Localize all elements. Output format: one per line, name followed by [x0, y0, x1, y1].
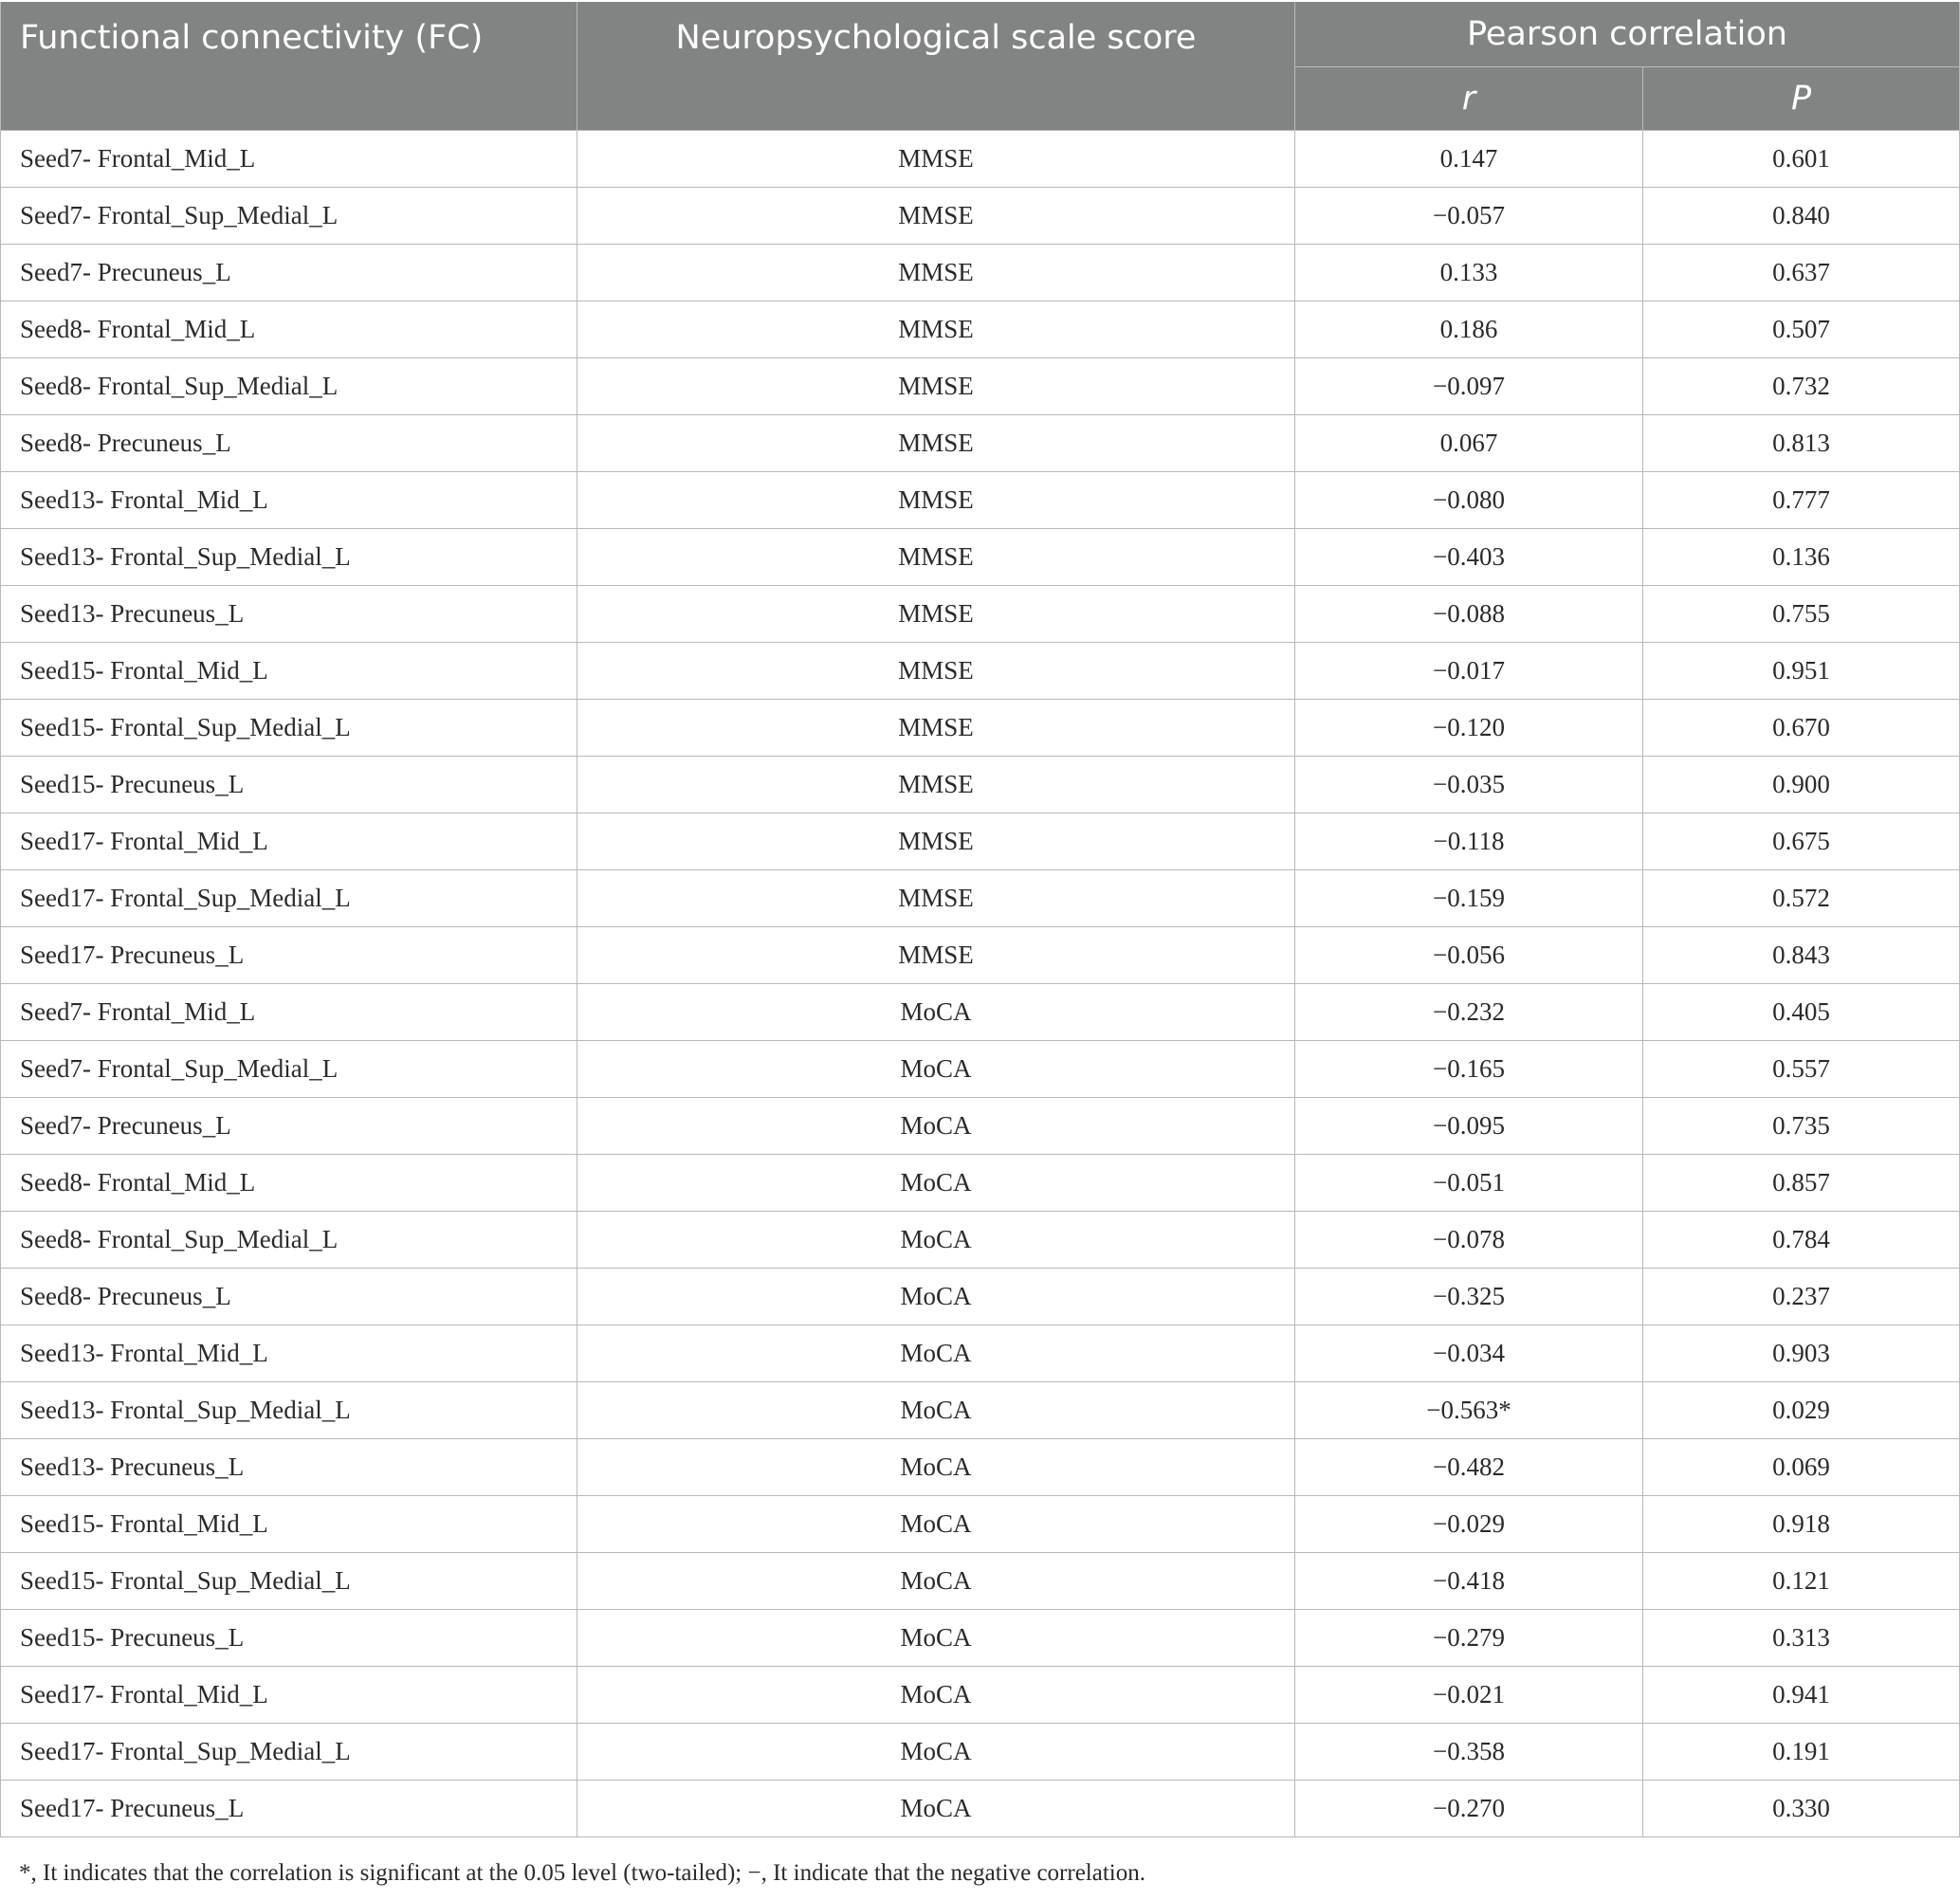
p-cell: 0.313	[1643, 1610, 1960, 1667]
p-cell: 0.813	[1643, 415, 1960, 472]
table-body	[1, 131, 1960, 1837]
header-pearson-correlation: Pearson correlation	[1295, 2, 1960, 67]
table-row	[1, 245, 1960, 301]
table-row	[1, 1439, 1960, 1496]
p-cell: 0.784	[1643, 1212, 1960, 1269]
p-cell: 0.857	[1643, 1155, 1960, 1212]
table-row	[1, 1496, 1960, 1553]
p-cell: 0.191	[1643, 1724, 1960, 1781]
r-cell: −0.418	[1295, 1553, 1643, 1610]
scale-cell: MMSE	[577, 472, 1295, 529]
p-cell: 0.637	[1643, 245, 1960, 301]
r-cell: −0.056	[1295, 927, 1643, 984]
p-cell: 0.843	[1643, 927, 1960, 984]
r-cell: −0.120	[1295, 700, 1643, 757]
r-cell: −0.358	[1295, 1724, 1643, 1781]
r-cell: −0.088	[1295, 586, 1643, 643]
correlation-table	[0, 2, 1960, 1837]
fc-cell: Seed8- Frontal_Mid_L	[1, 1155, 577, 1212]
r-cell: −0.051	[1295, 1155, 1643, 1212]
table-row	[1, 358, 1960, 415]
r-cell: −0.279	[1295, 1610, 1643, 1667]
r-cell: −0.325	[1295, 1269, 1643, 1325]
table-row	[1, 415, 1960, 472]
scale-cell: MMSE	[577, 415, 1295, 472]
scale-cell: MMSE	[577, 813, 1295, 870]
r-cell: 0.133	[1295, 245, 1643, 301]
fc-cell: Seed15- Frontal_Sup_Medial_L	[1, 700, 577, 757]
fc-cell: Seed7- Precuneus_L	[1, 1098, 577, 1155]
r-cell: −0.021	[1295, 1667, 1643, 1724]
p-cell: 0.900	[1643, 757, 1960, 813]
table-row	[1, 1098, 1960, 1155]
scale-cell: MoCA	[577, 984, 1295, 1041]
table-row	[1, 586, 1960, 643]
header-functional-connectivity: Functional connectivity (FC)	[1, 2, 577, 131]
scale-cell: MoCA	[577, 1553, 1295, 1610]
fc-cell: Seed7- Frontal_Sup_Medial_L	[1, 188, 577, 245]
scale-cell: MoCA	[577, 1724, 1295, 1781]
table-row	[1, 1382, 1960, 1439]
scale-cell: MoCA	[577, 1212, 1295, 1269]
scale-cell: MMSE	[577, 927, 1295, 984]
fc-cell: Seed15- Frontal_Sup_Medial_L	[1, 1553, 577, 1610]
p-cell: 0.029	[1643, 1382, 1960, 1439]
scale-cell: MoCA	[577, 1098, 1295, 1155]
p-cell: 0.675	[1643, 813, 1960, 870]
scale-cell: MoCA	[577, 1041, 1295, 1098]
r-cell: −0.057	[1295, 188, 1643, 245]
table-row	[1, 472, 1960, 529]
p-cell: 0.507	[1643, 301, 1960, 358]
table-row	[1, 1610, 1960, 1667]
p-cell: 0.237	[1643, 1269, 1960, 1325]
table-row	[1, 131, 1960, 188]
fc-cell: Seed7- Frontal_Mid_L	[1, 131, 577, 188]
r-cell: −0.017	[1295, 643, 1643, 700]
table-row	[1, 700, 1960, 757]
fc-cell: Seed7- Frontal_Sup_Medial_L	[1, 1041, 577, 1098]
r-cell: −0.270	[1295, 1781, 1643, 1837]
scale-cell: MoCA	[577, 1667, 1295, 1724]
r-cell: −0.403	[1295, 529, 1643, 586]
table-row	[1, 1041, 1960, 1098]
fc-cell: Seed13- Frontal_Mid_L	[1, 472, 577, 529]
table-row	[1, 984, 1960, 1041]
table-row	[1, 870, 1960, 927]
scale-cell: MMSE	[577, 301, 1295, 358]
scale-cell: MMSE	[577, 643, 1295, 700]
p-cell: 0.330	[1643, 1781, 1960, 1837]
r-cell: −0.034	[1295, 1325, 1643, 1382]
p-cell: 0.572	[1643, 870, 1960, 927]
table-header	[1, 2, 1960, 131]
r-cell: −0.095	[1295, 1098, 1643, 1155]
r-cell: −0.080	[1295, 472, 1643, 529]
scale-cell: MMSE	[577, 700, 1295, 757]
r-cell: −0.159	[1295, 870, 1643, 927]
p-cell: 0.951	[1643, 643, 1960, 700]
scale-cell: MoCA	[577, 1325, 1295, 1382]
table-row	[1, 1212, 1960, 1269]
scale-cell: MMSE	[577, 358, 1295, 415]
p-cell: 0.755	[1643, 586, 1960, 643]
r-cell: −0.118	[1295, 813, 1643, 870]
r-cell: −0.097	[1295, 358, 1643, 415]
scale-cell: MoCA	[577, 1382, 1295, 1439]
r-cell: −0.078	[1295, 1212, 1643, 1269]
fc-cell: Seed13- Precuneus_L	[1, 586, 577, 643]
r-cell: −0.482	[1295, 1439, 1643, 1496]
table-row	[1, 1269, 1960, 1325]
r-cell: −0.232	[1295, 984, 1643, 1041]
p-cell: 0.903	[1643, 1325, 1960, 1382]
fc-cell: Seed17- Precuneus_L	[1, 1781, 577, 1837]
p-cell: 0.405	[1643, 984, 1960, 1041]
header-p: P	[1643, 67, 1960, 131]
p-cell: 0.918	[1643, 1496, 1960, 1553]
fc-cell: Seed8- Frontal_Sup_Medial_L	[1, 1212, 577, 1269]
table-row	[1, 301, 1960, 358]
fc-cell: Seed17- Frontal_Sup_Medial_L	[1, 870, 577, 927]
table-row	[1, 1155, 1960, 1212]
r-cell: −0.165	[1295, 1041, 1643, 1098]
fc-cell: Seed17- Frontal_Mid_L	[1, 813, 577, 870]
table-row	[1, 757, 1960, 813]
p-cell: 0.670	[1643, 700, 1960, 757]
scale-cell: MMSE	[577, 245, 1295, 301]
table-row	[1, 1325, 1960, 1382]
fc-cell: Seed15- Precuneus_L	[1, 757, 577, 813]
scale-cell: MoCA	[577, 1496, 1295, 1553]
table-row	[1, 1724, 1960, 1781]
scale-cell: MMSE	[577, 131, 1295, 188]
scale-cell: MMSE	[577, 757, 1295, 813]
fc-cell: Seed8- Frontal_Mid_L	[1, 301, 577, 358]
p-cell: 0.941	[1643, 1667, 1960, 1724]
fc-cell: Seed13- Frontal_Sup_Medial_L	[1, 529, 577, 586]
r-cell: 0.186	[1295, 301, 1643, 358]
p-cell: 0.136	[1643, 529, 1960, 586]
header-neuropsych-scale: Neuropsychological scale score	[577, 2, 1295, 131]
table-footnote: *, It indicates that the correlation is significant at the 0.05 level (two-tailed); −, It indicate that the negative correlation.	[19, 1860, 1145, 1886]
fc-cell: Seed15- Frontal_Mid_L	[1, 643, 577, 700]
scale-cell: MoCA	[577, 1781, 1295, 1837]
fc-cell: Seed17- Frontal_Sup_Medial_L	[1, 1724, 577, 1781]
r-cell: 0.067	[1295, 415, 1643, 472]
scale-cell: MMSE	[577, 586, 1295, 643]
scale-cell: MMSE	[577, 188, 1295, 245]
fc-cell: Seed7- Frontal_Mid_L	[1, 984, 577, 1041]
fc-cell: Seed15- Precuneus_L	[1, 1610, 577, 1667]
p-cell: 0.121	[1643, 1553, 1960, 1610]
scale-cell: MMSE	[577, 870, 1295, 927]
scale-cell: MoCA	[577, 1439, 1295, 1496]
r-cell: 0.147	[1295, 131, 1643, 188]
r-cell: −0.029	[1295, 1496, 1643, 1553]
fc-cell: Seed15- Frontal_Mid_L	[1, 1496, 577, 1553]
fc-cell: Seed8- Precuneus_L	[1, 415, 577, 472]
table-row	[1, 1781, 1960, 1837]
p-cell: 0.069	[1643, 1439, 1960, 1496]
fc-cell: Seed13- Frontal_Mid_L	[1, 1325, 577, 1382]
scale-cell: MoCA	[577, 1155, 1295, 1212]
p-cell: 0.601	[1643, 131, 1960, 188]
fc-cell: Seed13- Precuneus_L	[1, 1439, 577, 1496]
fc-cell: Seed8- Frontal_Sup_Medial_L	[1, 358, 577, 415]
fc-cell: Seed17- Precuneus_L	[1, 927, 577, 984]
p-cell: 0.557	[1643, 1041, 1960, 1098]
table-row	[1, 529, 1960, 586]
scale-cell: MoCA	[577, 1269, 1295, 1325]
fc-cell: Seed17- Frontal_Mid_L	[1, 1667, 577, 1724]
fc-cell: Seed13- Frontal_Sup_Medial_L	[1, 1382, 577, 1439]
scale-cell: MMSE	[577, 529, 1295, 586]
r-cell: −0.563*	[1295, 1382, 1643, 1439]
table-row	[1, 927, 1960, 984]
header-r: r	[1295, 67, 1643, 131]
table-row	[1, 1667, 1960, 1724]
fc-cell: Seed8- Precuneus_L	[1, 1269, 577, 1325]
r-cell: −0.035	[1295, 757, 1643, 813]
p-cell: 0.732	[1643, 358, 1960, 415]
fc-cell: Seed7- Precuneus_L	[1, 245, 577, 301]
table-row	[1, 643, 1960, 700]
table-row	[1, 813, 1960, 870]
table-row	[1, 1553, 1960, 1610]
p-cell: 0.840	[1643, 188, 1960, 245]
table-row	[1, 188, 1960, 245]
p-cell: 0.735	[1643, 1098, 1960, 1155]
scale-cell: MoCA	[577, 1610, 1295, 1667]
p-cell: 0.777	[1643, 472, 1960, 529]
